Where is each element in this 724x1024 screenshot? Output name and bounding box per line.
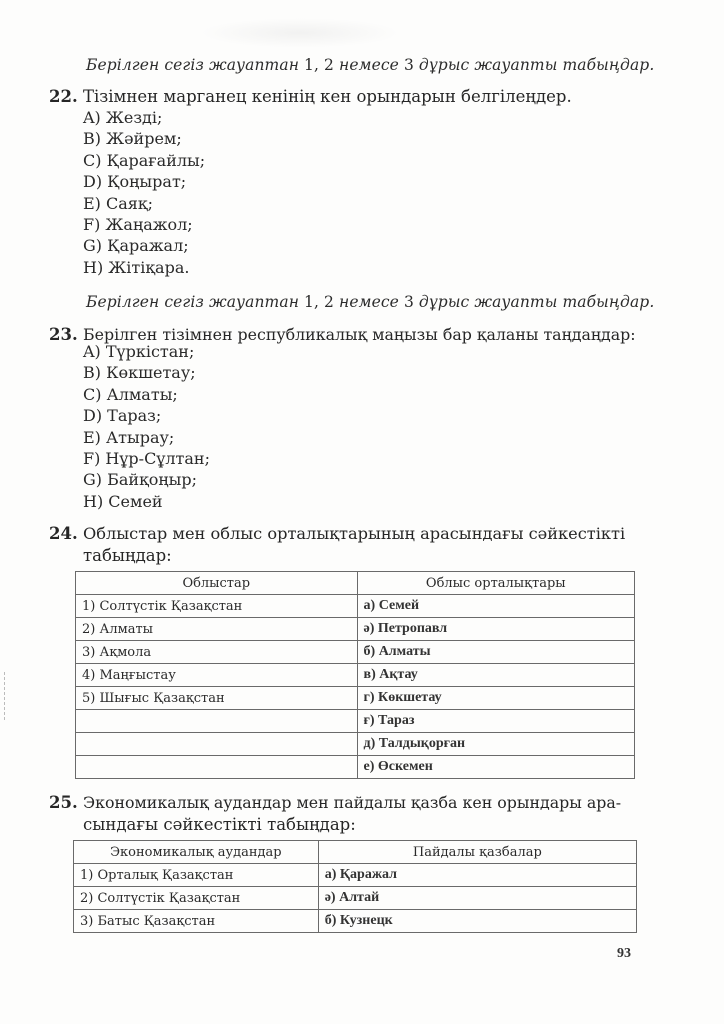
option-a[interactable]: A) Түркістан; xyxy=(83,342,195,361)
scan-smudge xyxy=(200,18,400,48)
column-header: Экономикалық аудандар xyxy=(74,841,319,864)
table-cell xyxy=(76,733,358,756)
question-number: 25. xyxy=(49,793,78,812)
question-text: Облыстар мен облыс орталықтарының арасындағы сәйкестікті xyxy=(83,524,626,543)
option-f[interactable]: F) Жаңажол; xyxy=(83,215,193,235)
question-24 xyxy=(49,524,625,543)
table-row xyxy=(76,664,635,687)
option-g[interactable]: G) Қаражал; xyxy=(83,236,189,256)
instruction-text: немесе xyxy=(334,293,404,311)
question-number: 24. xyxy=(49,524,78,543)
option-b[interactable]: B) Көкшетау; xyxy=(83,363,196,383)
table-row xyxy=(76,687,635,710)
option-d[interactable]: D) Қоңырат; xyxy=(83,172,187,192)
table-cell: е) Өскемен xyxy=(357,756,634,779)
table-row xyxy=(74,887,637,910)
column-header: Пайдалы қазбалар xyxy=(318,841,636,864)
table-cell: 2) Алматы xyxy=(76,618,358,641)
table-cell: а) Семей xyxy=(357,595,634,618)
option-g[interactable]: G) Байқоңыр; xyxy=(83,470,198,490)
table-row xyxy=(76,641,635,664)
question-text: Тізімнен марганец кенінің кен орындарын белгілеңдер. xyxy=(83,87,572,106)
table-cell: 1) Орталық Қазақстан xyxy=(74,864,319,887)
table-cell xyxy=(76,756,358,779)
table-cell: 3) Ақмола xyxy=(76,641,358,664)
question-25-continuation: сындағы сәйкестікті табыңдар: xyxy=(83,815,356,834)
table-cell: в) Ақтау xyxy=(357,664,634,687)
question-22 xyxy=(49,87,572,106)
instruction-q23 xyxy=(86,293,654,311)
table-cell: ә) Алтай xyxy=(318,887,636,910)
instruction-text: Берілген сегіз жауаптан xyxy=(86,293,305,311)
table-row xyxy=(76,733,635,756)
instruction-text: дұрыс жауапты табыңдар. xyxy=(413,293,655,311)
table-cell: 5) Шығыс Қазақстан xyxy=(76,687,358,710)
question-number: 22. xyxy=(49,87,78,106)
instruction-text: немесе xyxy=(334,56,404,74)
page-number: 93 xyxy=(617,946,631,961)
table-cell: 2) Солтүстік Қазақстан xyxy=(74,887,319,910)
economic-regions-table xyxy=(73,840,637,933)
table-cell: д) Талдықорған xyxy=(357,733,634,756)
table-row xyxy=(76,618,635,641)
table-cell xyxy=(76,710,358,733)
table-cell: б) Алматы xyxy=(357,641,634,664)
question-text: Берілген тізімнен республикалық маңызы бар қаланы таңдаңдар: xyxy=(83,325,636,344)
table-cell: 3) Батыс Қазақстан xyxy=(74,910,319,933)
table-header-row xyxy=(74,841,637,864)
table-cell: б) Кузнецк xyxy=(318,910,636,933)
option-b[interactable]: B) Жәйрем; xyxy=(83,129,182,149)
option-c[interactable]: C) Қарағайлы; xyxy=(83,150,206,170)
option-c[interactable]: C) Алматы; xyxy=(83,384,178,404)
instruction-number: 3 xyxy=(403,56,414,74)
table-header-row xyxy=(76,572,635,595)
option-h[interactable]: H) Жітіқара. xyxy=(83,257,190,277)
column-header: Облыс орталықтары xyxy=(357,572,634,595)
question-number: 23. xyxy=(49,325,78,344)
option-e[interactable]: E) Атырау; xyxy=(83,427,175,447)
margin-mark xyxy=(4,672,6,720)
option-h[interactable]: H) Семей xyxy=(83,491,163,511)
table-cell: ғ) Тараз xyxy=(357,710,634,733)
question-24-continuation: табыңдар: xyxy=(83,546,172,565)
table-cell: 4) Маңғыстау xyxy=(76,664,358,687)
instruction-numbers: 1, 2 xyxy=(304,293,335,311)
option-d[interactable]: D) Тараз; xyxy=(83,406,162,426)
instruction-text: дұрыс жауапты табыңдар. xyxy=(413,56,655,74)
table-cell: а) Қаражал xyxy=(318,864,636,887)
instruction-text: Берілген сегіз жауаптан xyxy=(86,56,305,74)
regions-centers-table xyxy=(75,571,635,779)
table-row xyxy=(74,864,637,887)
question-text: Экономикалық аудандар мен пайдалы қазба кен орындары ара- xyxy=(83,793,622,812)
option-e[interactable]: E) Саяқ; xyxy=(83,193,153,213)
table-cell: 1) Солтүстік Қазақстан xyxy=(76,595,358,618)
table-row xyxy=(76,756,635,779)
instruction-number: 3 xyxy=(403,293,414,311)
option-a[interactable]: A) Жезді; xyxy=(83,108,163,127)
table-row xyxy=(74,910,637,933)
question-23-options xyxy=(83,341,210,512)
table-cell: ә) Петропавл xyxy=(357,618,634,641)
table-cell: г) Көкшетау xyxy=(357,687,634,710)
table-row xyxy=(76,595,635,618)
instruction-q22 xyxy=(86,56,654,74)
column-header: Облыстар xyxy=(76,572,358,595)
instruction-numbers: 1, 2 xyxy=(304,56,335,74)
option-f[interactable]: F) Нұр-Сұлтан; xyxy=(83,449,210,469)
question-22-options xyxy=(83,107,205,278)
table-row xyxy=(76,710,635,733)
question-25 xyxy=(49,793,621,812)
